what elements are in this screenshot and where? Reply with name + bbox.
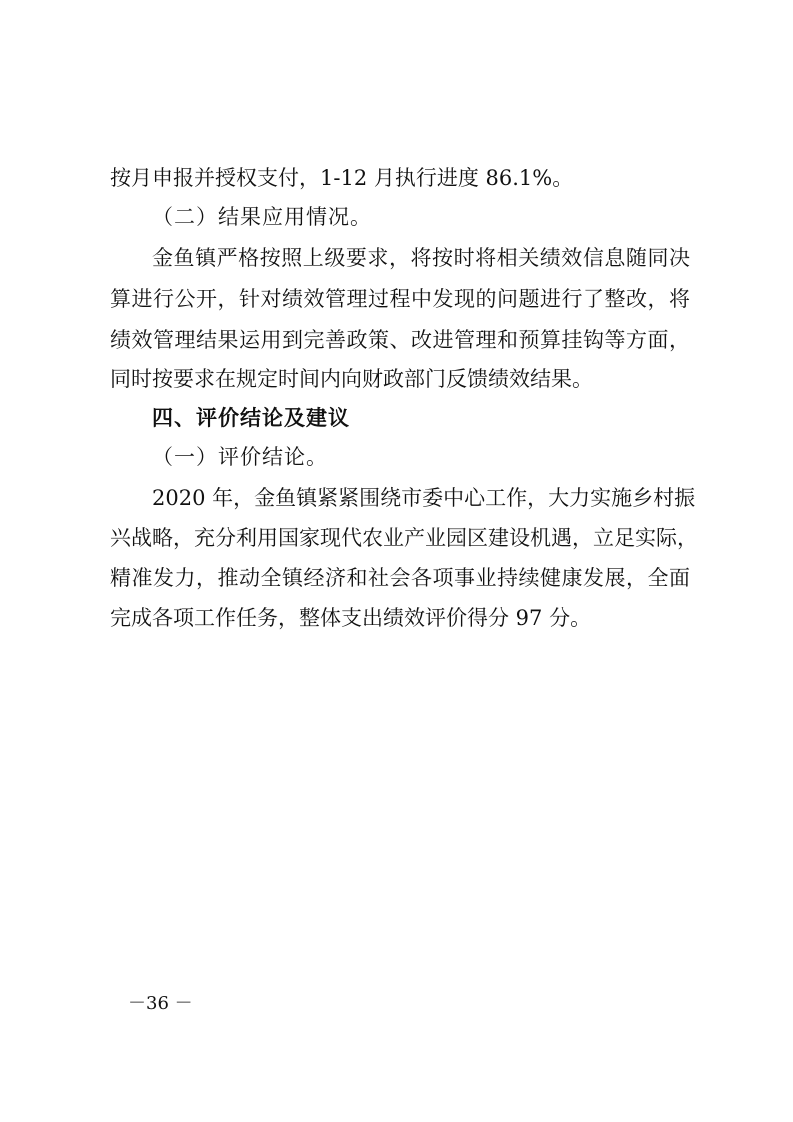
paragraph-line: 金鱼镇严格按照上级要求，将按时将相关绩效信息随同决 <box>152 246 690 270</box>
paragraph-line: 精准发力，推动全镇经济和社会各项事业持续健康发展，全面 <box>110 566 690 590</box>
section-heading-conclusion: 四、评价结论及建议 <box>152 406 350 430</box>
page-number: －36 － <box>128 993 193 1014</box>
paragraph-line: 同时按要求在规定时间内向财政部门反馈绩效结果。 <box>110 367 593 391</box>
paragraph-line: 算进行公开，针对绩效管理过程中发现的问题进行了整改，将 <box>110 287 690 311</box>
paragraph-line: 兴战略，充分利用国家现代农业产业园区建设机遇，立足实际， <box>110 526 698 550</box>
paragraph-line: 绩效管理结果运用到完善政策、改进管理和预算挂钩等方面， <box>110 328 690 352</box>
subheading-evaluation-conclusion: （一）评价结论。 <box>152 445 328 469</box>
paragraph-line: 完成各项工作任务，整体支出绩效评价得分 97 分。 <box>110 606 592 630</box>
paragraph-line: 2020 年，金鱼镇紧紧围绕市委中心工作，大力实施乡村振 <box>152 486 696 510</box>
paragraph-line-continuation: 按月申报并授权支付，1-12 月执行进度 86.1%。 <box>110 166 574 190</box>
subheading-result-application: （二）结果应用情况。 <box>152 205 372 229</box>
